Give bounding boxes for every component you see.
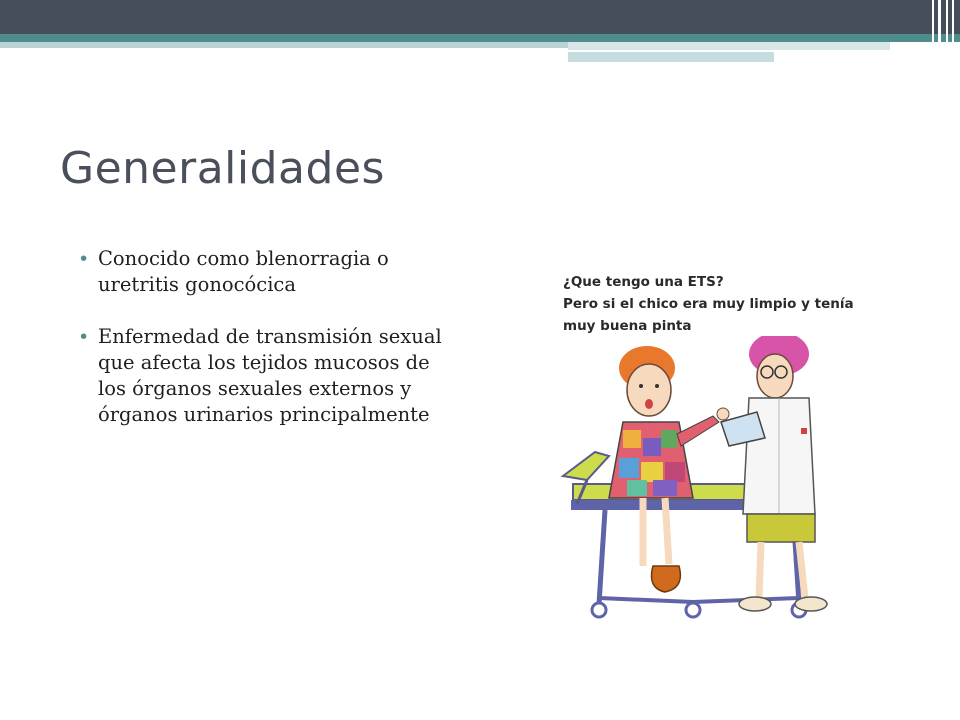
cartoon-caption [543,266,885,336]
decor-rail [938,0,941,64]
bullet-item [74,246,458,298]
decor-rail [952,0,954,64]
bullet-list [74,246,458,454]
cartoon-illustration [543,266,885,650]
accent-step-lower [568,52,774,62]
decor-rail [946,0,948,64]
accent-stripe-light [0,42,570,48]
decor-rail [932,0,934,64]
header-band [0,0,960,34]
bullet-text: Conocido como blenorragia o uretritis gonocócica [98,247,389,296]
bullet-dot-icon: • [78,248,90,270]
cartoon-caption-line: muy buena pinta [563,318,692,334]
accent-stripe [0,34,960,42]
accent-step [568,42,890,50]
cartoon-caption-line: Pero si el chico era muy limpio y tenía [563,296,854,312]
cartoon-caption-line: ¿Que tengo una ETS? [563,274,724,290]
bullet-item [74,324,458,428]
bullet-dot-icon: • [78,326,90,348]
bullet-text: Enfermedad de transmisión sexual que afecta los tejidos mucosos de los órganos sexuales externos y órganos urinarios principalmente [98,325,442,426]
slide-title: Generalidades [60,143,385,194]
